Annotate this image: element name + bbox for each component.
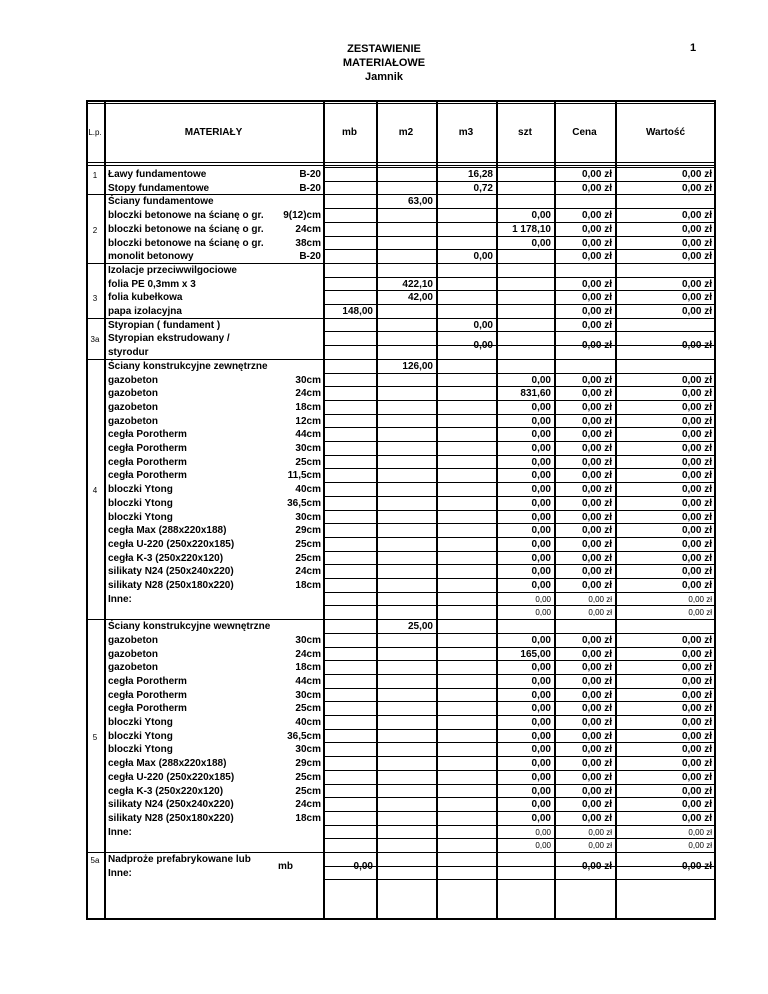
cell-value: 0,00 zł [681,689,712,701]
cell-price: 0,00 zł [581,552,612,564]
cell-price: 0,00 zł [581,744,612,756]
cell-price: 0,00 zł [581,443,612,454]
material-name: folia PE 0,3mm x 3 [108,278,196,290]
header-m2: m2 [398,127,414,138]
material-spec: 24cm [295,648,321,660]
cell-price: 0,00 zł [581,730,612,742]
table-border-bottom [86,918,716,920]
cell-szt: 0,00 [535,594,551,604]
cell-szt: 0,00 [531,429,551,441]
cell-price: 0,00 zł [588,841,612,851]
header-m3: m3 [458,127,474,138]
material-name: gazobeton [108,415,158,427]
material-name: bloczki Ytong [108,730,173,742]
material-name: bloczki betonowe na ścianę o gr. [108,223,264,235]
material-name: cegła K-3 (250x220x120) [108,785,224,797]
header-szt: szt [518,127,532,138]
material-spec: 25cm [295,456,321,468]
row-lp: 5 [92,732,98,742]
material-name: silikaty N24 (250x240x220) [108,799,234,811]
cell-value: 0,00 zł [681,785,712,797]
cell-m2: 42,00 [407,292,433,304]
header-divider-inner [86,165,716,166]
cell-value: 0,00 zł [681,730,712,742]
subtitle: Jamnik [365,71,403,83]
nadproze-unit: mb [278,860,293,872]
material-spec: 9(12)cm [283,210,321,222]
material-spec: 30cm [295,443,321,454]
cell-value: 0,00 zł [681,306,712,317]
cell-value: 0,00 zł [681,237,712,249]
cell-szt: 0,00 [531,758,551,770]
cell-szt: 0,00 [531,785,551,797]
table-border-top [86,100,716,102]
cell-price: 0,00 zł [581,675,612,687]
cell-m3: 0,00 [473,251,493,263]
cell-price: 0,00 zł [581,429,612,441]
material-name: silikaty N28 (250x180x220) [108,580,234,591]
styrodur-value: 0,00 zł [681,340,712,352]
cell-m2: 422,10 [402,278,433,290]
cell-szt: 0,00 [531,511,551,523]
material-name: cegła U-220 (250x220x185) [108,771,235,783]
material-name: cegła Porotherm [108,456,187,468]
material-spec: 40cm [295,484,321,496]
material-name: gazobeton [108,401,158,413]
material-spec: B-20 [299,182,321,194]
row-lp: 4 [92,486,98,496]
cell-szt: 0,00 [531,689,551,701]
cell-price: 0,00 zł [581,456,612,468]
cell-value: 0,00 zł [681,415,712,427]
material-spec: 24cm [295,388,321,400]
material-spec: 24cm [295,566,321,578]
material-name: cegła Porotherm [108,675,187,687]
cell-szt: 0,00 [531,497,551,509]
material-name: Ściany fundamentowe [108,196,214,208]
cell-price: 0,00 zł [581,799,612,811]
material-spec: 29cm [295,525,321,537]
cell-szt: 0,00 [531,675,551,687]
cell-value: 0,00 zł [681,278,712,290]
material-name: bloczki Ytong [108,717,173,728]
material-name: Inne: [108,593,132,605]
material-spec: 18cm [295,580,321,591]
row-lp: 2 [92,225,98,235]
cell-szt: 1 178,10 [512,223,551,235]
cell-szt: 0,00 [535,827,551,837]
cell-szt: 0,00 [531,210,551,222]
cell-m2: 25,00 [407,621,433,633]
cell-value: 0,00 zł [681,292,712,304]
cell-price: 0,00 zł [588,594,612,604]
header-price: Cena [572,127,597,138]
material-name: bloczki Ytong [108,511,173,523]
header-materials: MATERIAŁY [184,127,243,138]
material-spec: B-20 [299,251,321,263]
material-name: bloczki Ytong [108,497,173,509]
nadproze-price: 0,00 zł [581,860,612,872]
cell-price: 0,00 zł [581,484,612,496]
material-spec: 24cm [295,799,321,811]
title-line-1: ZESTAWIENIE [347,43,421,55]
material-spec: 44cm [295,675,321,687]
cell-price: 0,00 zł [581,319,612,331]
material-spec: 18cm [295,662,321,674]
material-name: Styropian ( fundament ) [108,319,221,331]
cell-value: 0,00 zł [681,182,712,194]
cell-szt: 0,00 [531,812,551,824]
material-name: Inne: [108,826,132,838]
cell-price: 0,00 zł [581,689,612,701]
cell-m3: 0,72 [473,182,493,194]
cell-szt: 0,00 [531,730,551,742]
material-name: monolit betonowy [108,251,194,263]
table-border-top-inner [88,103,714,104]
cell-price: 0,00 zł [581,566,612,578]
cell-value: 0,00 zł [681,812,712,824]
cell-szt: 0,00 [531,703,551,715]
cell-szt: 831,60 [520,388,551,400]
cell-price: 0,00 zł [581,374,612,386]
cell-szt: 0,00 [531,538,551,550]
material-spec: 25cm [295,552,321,564]
cell-value: 0,00 zł [681,662,712,674]
cell-value: 0,00 zł [681,456,712,468]
row-lp: 3a [90,335,100,345]
cell-szt: 0,00 [531,443,551,454]
material-name: cegła K-3 (250x220x120) [108,552,224,564]
cell-value: 0,00 zł [681,648,712,660]
cell-price: 0,00 zł [581,223,612,235]
cell-szt: 0,00 [531,634,551,646]
cell-price: 0,00 zł [581,278,612,290]
cell-value: 0,00 zł [681,675,712,687]
cell-value: 0,00 zł [681,401,712,413]
cell-szt: 0,00 [535,608,551,618]
material-name: cegła Porotherm [108,703,187,715]
cell-price: 0,00 zł [581,237,612,249]
material-name: cegła U-220 (250x220x185) [108,538,235,550]
cell-szt: 0,00 [531,374,551,386]
cell-szt: 0,00 [531,717,551,728]
cell-szt: 0,00 [531,799,551,811]
cell-value: 0,00 zł [681,484,712,496]
cell-value: 0,00 zł [681,744,712,756]
material-name: bloczki Ytong [108,484,173,496]
material-name: bloczki Ytong [108,744,173,756]
cell-szt: 0,00 [535,841,551,851]
cell-price: 0,00 zł [581,538,612,550]
material-name: cegła Porotherm [108,689,187,701]
cell-szt: 0,00 [531,744,551,756]
cell-value: 0,00 zł [681,566,712,578]
page-number: 1 [690,42,697,54]
material-name: gazobeton [108,388,158,400]
material-spec: 36,5cm [287,497,321,509]
material-spec: 18cm [295,401,321,413]
material-name: Nadproże prefabrykowane lub [108,854,251,865]
cell-value: 0,00 zł [681,799,712,811]
cell-value: 0,00 zł [681,758,712,770]
material-name: styrodur [108,347,149,359]
header-value: Wartość [645,127,686,138]
cell-price: 0,00 zł [581,182,612,194]
cell-value: 0,00 zł [688,594,712,604]
cell-price: 0,00 zł [581,470,612,482]
material-spec: 36,5cm [287,730,321,742]
cell-szt: 0,00 [531,237,551,249]
cell-price: 0,00 zł [581,634,612,646]
cell-price: 0,00 zł [588,827,612,837]
cell-price: 0,00 zł [581,580,612,591]
material-name: papa izolacyjna [108,306,182,317]
cell-szt: 0,00 [531,662,551,674]
header-lp: L.p. [88,128,102,137]
cell-value: 0,00 zł [681,703,712,715]
cell-value: 0,00 zł [681,223,712,235]
cell-price: 0,00 zł [581,169,612,180]
cell-value: 0,00 zł [681,251,712,263]
material-name: cegła Porotherm [108,470,187,482]
material-name: bloczki betonowe na ścianę o gr. [108,237,264,249]
cell-price: 0,00 zł [581,812,612,824]
material-name: cegła Porotherm [108,443,187,454]
cell-m2: 63,00 [407,196,433,208]
cell-value: 0,00 zł [681,497,712,509]
cell-value: 0,00 zł [681,388,712,400]
cell-price: 0,00 zł [581,497,612,509]
cell-price: 0,00 zł [581,785,612,797]
cell-szt: 0,00 [531,415,551,427]
material-spec: 25cm [295,703,321,715]
cell-szt: 0,00 [531,470,551,482]
cell-m3: 16,28 [467,169,493,180]
cell-value: 0,00 zł [681,470,712,482]
cell-m3: 0,00 [473,319,493,331]
material-spec: 11,5cm [287,470,321,482]
material-spec: B-20 [299,169,321,180]
cell-price: 0,00 zł [581,511,612,523]
cell-value: 0,00 zł [681,374,712,386]
material-name: gazobeton [108,648,158,660]
row-lp: 5a [90,856,100,865]
cell-price: 0,00 zł [581,758,612,770]
title-line-2: MATERIAŁOWE [342,57,426,69]
cell-szt: 0,00 [531,552,551,564]
material-name: Ławy fundamentowe [108,169,207,180]
material-name: gazobeton [108,374,158,386]
styrodur-price: 0,00 zł [581,340,612,352]
material-name: gazobeton [108,662,158,674]
material-spec: 24cm [295,223,321,235]
nadproze-value: 0,00 zł [681,860,712,872]
cell-value: 0,00 zł [681,771,712,783]
cell-price: 0,00 zł [581,648,612,660]
cell-price: 0,00 zł [588,608,612,618]
cell-price: 0,00 zł [581,703,612,715]
material-spec: 12cm [295,415,321,427]
material-spec: 40cm [295,717,321,728]
cell-szt: 0,00 [531,771,551,783]
material-name: silikaty N28 (250x180x220) [108,812,234,824]
cell-value: 0,00 zł [681,210,712,222]
cell-price: 0,00 zł [581,771,612,783]
material-name: Ściany konstrukcyjne zewnętrzne [108,360,268,372]
materials-table [86,100,716,920]
material-name: silikaty N24 (250x240x220) [108,566,234,578]
cell-szt: 0,00 [531,580,551,591]
material-name: bloczki betonowe na ścianę o gr. [108,210,264,222]
cell-value: 0,00 zł [681,717,712,728]
material-spec: 30cm [295,511,321,523]
material-name: Inne: [108,867,132,879]
cell-value: 0,00 zł [688,841,712,851]
material-name: Izolacje przeciwwilgociowe [108,264,237,276]
cell-price: 0,00 zł [581,717,612,728]
cell-price: 0,00 zł [581,251,612,263]
row-lp: 1 [92,171,98,180]
cell-szt: 0,00 [531,484,551,496]
row-lp: 3 [92,294,98,304]
header-mb: mb [342,127,357,138]
material-spec: 44cm [295,429,321,441]
material-name: Ściany konstrukcyjne wewnętrzne [108,621,271,633]
material-spec: 25cm [295,785,321,797]
material-name: cegła Max (288x220x188) [108,758,227,770]
cell-price: 0,00 zł [581,292,612,304]
material-spec: 25cm [295,771,321,783]
cell-szt: 0,00 [531,566,551,578]
cell-mb: 148,00 [342,306,373,317]
cell-price: 0,00 zł [581,306,612,317]
material-spec: 30cm [295,689,321,701]
cell-value: 0,00 zł [681,634,712,646]
nadproze-mb: 0,00 [353,860,373,872]
cell-price: 0,00 zł [581,388,612,400]
material-name: Stopy fundamentowe [108,182,210,194]
cell-value: 0,00 zł [681,429,712,441]
cell-price: 0,00 zł [581,210,612,222]
row-line [323,331,716,332]
header-divider [86,162,716,163]
cell-szt: 0,00 [531,401,551,413]
material-name: cegła Porotherm [108,429,187,441]
material-spec: 29cm [295,758,321,770]
cell-value: 0,00 zł [681,538,712,550]
material-spec: 30cm [295,634,321,646]
material-spec: 18cm [295,812,321,824]
cell-szt: 0,00 [531,525,551,537]
cell-m2: 126,00 [402,360,433,372]
material-spec: 25cm [295,538,321,550]
material-spec: 30cm [295,374,321,386]
cell-value: 0,00 zł [681,169,712,180]
cell-value: 0,00 zł [688,608,712,618]
material-name: Styropian ekstrudowany / [108,333,230,345]
material-name: folia kubełkowa [108,292,183,304]
cell-value: 0,00 zł [681,443,712,454]
material-name: gazobeton [108,634,158,646]
cell-value: 0,00 zł [681,511,712,523]
material-name: cegła Max (288x220x188) [108,525,227,537]
cell-value: 0,00 zł [688,827,712,837]
cell-price: 0,00 zł [581,415,612,427]
material-spec: 38cm [295,237,321,249]
cell-price: 0,00 zł [581,401,612,413]
cell-value: 0,00 zł [681,580,712,591]
cell-price: 0,00 zł [581,662,612,674]
cell-szt: 165,00 [520,648,551,660]
styrodur-m3: 0,00 [473,340,493,352]
material-spec: 30cm [295,744,321,756]
row-line [323,879,716,880]
cell-value: 0,00 zł [681,552,712,564]
cell-szt: 0,00 [531,456,551,468]
cell-value: 0,00 zł [681,525,712,537]
cell-price: 0,00 zł [581,525,612,537]
